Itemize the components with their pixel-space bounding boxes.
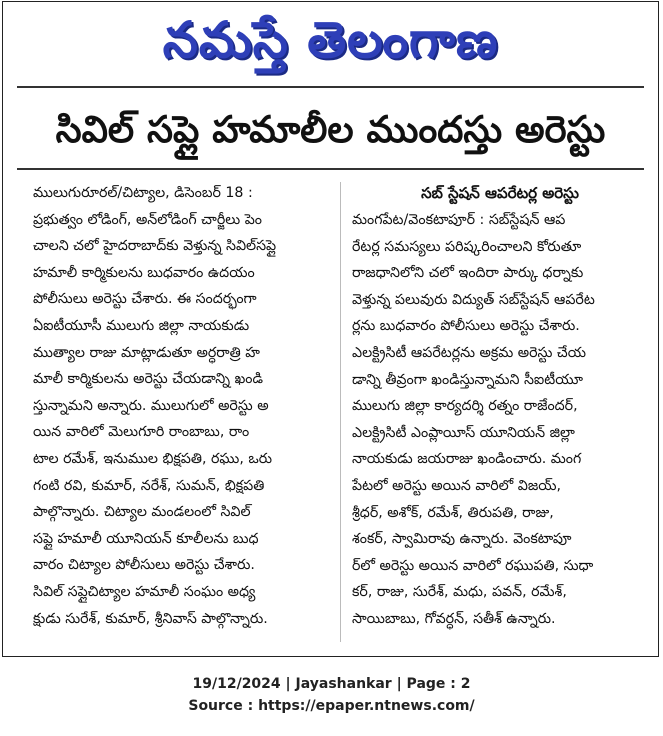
article-line: గంటి రవి, కుమార్, నరేశ్, సుమన్, భిక్షపతి — [33, 477, 265, 494]
article-line: ములుగురూరల్/చిట్యాల, డిసెంబర్ 18 : — [33, 185, 253, 201]
article-line: సప్లై హమాలీ యూనియన్ కూలీలను బుధ — [33, 530, 259, 547]
footer-source: Source : https://epaper.ntnews.com/ — [188, 698, 475, 714]
article-line: ములుగు జిల్లా కార్యదర్శి రత్నం రాజేందర్, — [352, 398, 578, 415]
article-line: శంకర్, స్వామిరావు ఉన్నారు. వెంకటాపూ — [352, 531, 572, 548]
article-line: ర్‌లో అరెస్టు అయిన వారిలో రఘుపతి, సుధా — [352, 557, 594, 574]
article-line: ప్రభుత్వం లోడింగ్, అన్‌లోడింగ్ చార్జీలు పెం — [33, 211, 263, 228]
footer-date-edition: 19/12/2024 | Jayashankar | Page : 2 — [192, 676, 471, 692]
article-line: టాల రమేశ్, ఇనుముల భిక్షపతి, రఘు, ఒరు — [33, 450, 273, 467]
article-line: ఎలక్ట్రిసిటీ ఆపరేటర్లను అక్రమ అరెస్టు చేయ — [352, 344, 586, 361]
column-divider — [340, 182, 341, 642]
article-line: చాలని చలో హైదరాబాద్‌కు వెళ్తున్న సివిల్‌సప్లై — [33, 238, 277, 255]
article-line: మంగపేట/వెంకటాపూర్ : సబ్‌స్టేషన్ ఆప — [352, 212, 566, 228]
article-line: వారం చిట్యాల పోలీసులు అరెస్టు చేశారు. — [33, 557, 255, 574]
masthead-rule — [17, 86, 644, 88]
article-line: క్షుడు సురేశ్, కుమార్, శ్రీనివాస్ పాల్గొన్నారు. — [33, 610, 268, 627]
article-line: ఏఐటీయూసీ ములుగు జిల్లా నాయకుడు — [33, 317, 250, 334]
article-line: పేటలో అరెస్టు అయిన వారిలో విజయ్, — [352, 477, 561, 494]
right-article-subhead: సబ్ స్టేషన్ ఆపరేటర్ల అరెస్టు — [421, 184, 579, 202]
article-line: డాన్ని తీవ్రంగా ఖండిస్తున్నామని సీఐటీయూ — [352, 371, 583, 388]
right-article-body — [352, 207, 648, 633]
article-line: రాజధానిలోని చలో ఇందిరా పార్కు ధర్నాకు — [352, 265, 584, 282]
article-line: ర్లను బుధవారం పోలీసులు అరెస్టు చేశారు. — [352, 318, 580, 335]
article-line: నాయకుడు జయరాజు ఖండించారు. మంగ — [352, 451, 582, 468]
article-line: శ్రీధర్, అశోక్, రమేశ్, తిరుపతి, రాజు, — [352, 504, 554, 521]
article-line: పోలీసులు అరెస్టు చేశారు. ఈ సందర్భంగా — [33, 291, 257, 308]
news-clipping — [2, 1, 659, 657]
headline: సివిల్ సప్లై హమాలీల ముందస్తు అరెస్టు — [55, 108, 606, 151]
headline-rule — [17, 168, 644, 170]
article-line: యిన వారిలో మెలుగూరి రాంబాబు, రాం — [33, 424, 250, 441]
article-line: సాయిబాబు, గోవర్ధన్, సతీశ్ ఉన్నారు. — [352, 610, 556, 627]
article-line: హమాలీ కార్మికులను బుధవారం ఉదయం — [33, 264, 255, 281]
article-line: సివిల్ సప్లైచిట్యాల హమాలీ సంఘం అధ్య — [33, 583, 256, 600]
article-line: వెళ్తున్న పలువురు విద్యుత్ సబ్‌స్టేషన్ ఆపరేట — [352, 291, 595, 308]
article-line: పాల్గొన్నారు. చిట్యాల మండలంలో సివిల్ — [33, 504, 251, 521]
left-article-body — [33, 180, 329, 632]
article-line: స్తున్నామని అన్నారు. ములుగులో అరెస్టు అ — [33, 397, 269, 414]
article-line: కర్, రాజు, సురేశ్, మధు, పవన్, రమేశ్, — [352, 584, 567, 601]
article-line: మాలీ కార్మికులను అరెస్టు చేయడాన్ని ఖండి — [33, 371, 264, 388]
article-line: రేటర్ల సమస్యలు పరిష్కరించాలని కోరుతూ — [352, 238, 582, 255]
masthead-logo: నమస్తే తెలంగాణ — [162, 11, 499, 69]
article-line: ముత్యాల రాజు మాట్లాడుతూ అర్ధరాత్రి హ — [33, 344, 260, 361]
article-line: ఎలక్ట్రిసిటీ ఎంప్లాయీస్ యూనియన్ జిల్లా — [352, 424, 575, 441]
